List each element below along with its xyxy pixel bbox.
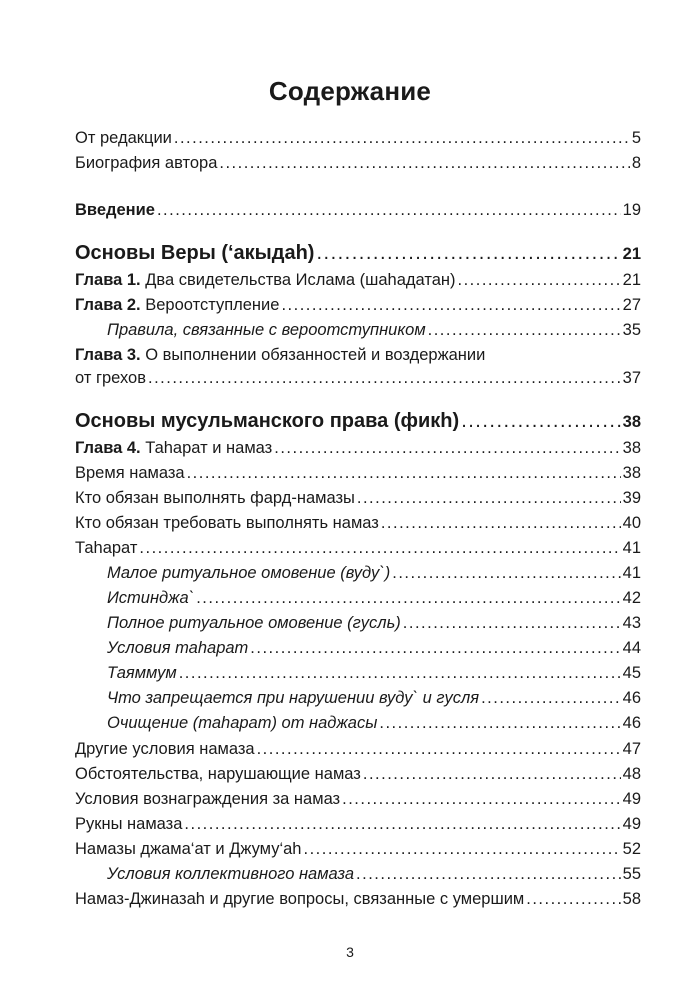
dot-leader: [379, 713, 620, 733]
toc-entry[interactable]: [75, 153, 641, 173]
dot-leader: [157, 200, 621, 220]
toc-entry-introduction[interactable]: [75, 200, 641, 220]
toc-entry[interactable]: [75, 739, 641, 759]
toc-entry[interactable]: [75, 538, 641, 558]
toc-entry-page: 40: [622, 514, 641, 532]
toc-entry-page: 46: [622, 689, 641, 707]
dot-leader: [148, 368, 621, 388]
dot-leader: [363, 764, 621, 784]
toc-entry-page: 48: [622, 765, 641, 783]
toc-entry-page: 8: [631, 154, 641, 172]
chapter-prefix: Глава 3.: [75, 346, 141, 364]
toc-entry[interactable]: [75, 839, 641, 859]
toc-entry-label: Правила, связанные с вероотступником: [107, 321, 426, 339]
dot-leader: [257, 739, 621, 759]
toc-subentry[interactable]: [107, 864, 641, 884]
toc-entry-label: Введение: [75, 201, 155, 219]
toc-entry-label: Рукны намаза: [75, 815, 183, 833]
toc-entry-label: Что запрещается при нарушении вуду` и гусля: [107, 689, 480, 707]
toc-entry[interactable]: [75, 814, 641, 834]
toc-entry-page: 35: [622, 321, 641, 339]
toc-entry[interactable]: [75, 764, 641, 784]
dot-leader: [174, 128, 630, 148]
dot-leader: [179, 663, 621, 683]
toc-entry-label: Биография автора: [75, 154, 218, 172]
chapter-prefix: Глава 2.: [75, 296, 141, 314]
toc-entry-label: Условия коллективного намаза: [107, 865, 355, 883]
dot-leader: [184, 814, 620, 834]
toc-entry-page: 45: [622, 664, 641, 682]
toc-entry-label: Очищение (таhарат) от наджасы: [107, 714, 378, 732]
toc-entry[interactable]: [75, 513, 641, 533]
toc-chapter[interactable]: [75, 438, 641, 458]
toc-entry-page: 21: [622, 271, 641, 289]
toc-entry-page: 49: [622, 790, 641, 808]
toc-entry-page: 46: [622, 714, 641, 732]
toc-entry-page: 5: [631, 129, 641, 147]
toc-entry-page: 37: [622, 369, 641, 387]
toc-entry-page: 38: [622, 413, 641, 431]
dot-leader: [481, 688, 621, 708]
toc-part-label: Основы Веры (‘акыдаh): [75, 242, 315, 264]
dot-leader: [316, 241, 620, 265]
dot-leader: [274, 438, 620, 458]
dot-leader: [381, 513, 621, 533]
dot-leader: [356, 864, 621, 884]
toc-entry[interactable]: [75, 789, 641, 809]
dot-leader: [428, 320, 621, 340]
dot-leader: [458, 270, 621, 290]
toc-part-heading[interactable]: [75, 409, 641, 434]
toc-entry-label: О выполнении обязанностей и воздержании: [145, 346, 486, 364]
toc-subentry[interactable]: [107, 588, 641, 608]
dot-leader: [196, 588, 620, 608]
dot-leader: [219, 153, 629, 173]
toc-chapter-line1[interactable]: [75, 345, 485, 365]
dot-leader: [250, 638, 620, 658]
toc-entry-page: 47: [622, 740, 641, 758]
toc-entry-page: 27: [622, 296, 641, 314]
page-number: 3: [346, 944, 354, 960]
toc-entry-page: 38: [622, 464, 641, 482]
toc-entry-page: 58: [622, 890, 641, 908]
toc-entry-page: 19: [622, 201, 641, 219]
toc-entry-page: 55: [622, 865, 641, 883]
toc-chapter-line2[interactable]: [75, 368, 641, 388]
toc-entry-label: Условия вознаграждения за намаз: [75, 790, 341, 808]
dot-leader: [303, 839, 620, 859]
toc-entry-label-cont: от грехов: [75, 369, 146, 387]
dot-leader: [139, 538, 620, 558]
toc-entry-page: 49: [622, 815, 641, 833]
dot-leader: [526, 889, 620, 909]
toc-entry-label: От редакции: [75, 129, 172, 147]
toc-entry[interactable]: [75, 463, 641, 483]
toc-subentry[interactable]: [107, 563, 641, 583]
dot-leader: [403, 613, 621, 633]
dot-leader: [461, 409, 620, 433]
toc-entry-label: Вероотступление: [145, 296, 280, 314]
toc-entry-page: 44: [622, 639, 641, 657]
toc-entry-label: Таяммум: [107, 664, 177, 682]
toc-entry-page: 41: [622, 564, 641, 582]
toc-entry-page: 52: [622, 840, 641, 858]
toc-entry-page: 42: [622, 589, 641, 607]
toc-entry-label: Намаз-Джиназаh и другие вопросы, связанные с умершим: [75, 890, 525, 908]
toc-part-label: Основы мусульманского права (фикh): [75, 410, 460, 432]
toc-subentry[interactable]: [107, 713, 641, 733]
dot-leader: [187, 463, 621, 483]
toc-entry-page: 38: [622, 439, 641, 457]
toc-entry-label: Обстоятельства, нарушающие намаз: [75, 765, 361, 783]
toc-entry-label: Таhарат: [75, 539, 138, 557]
toc-part-heading[interactable]: [75, 241, 641, 266]
toc-subentry[interactable]: [107, 663, 641, 683]
toc-subentry[interactable]: [107, 638, 641, 658]
toc-chapter[interactable]: [75, 295, 641, 315]
toc-entry-label: Таhарат и намаз: [145, 439, 273, 457]
toc-entry-label: Полное ритуальное омовение (гусль): [107, 614, 401, 632]
toc-entry[interactable]: [75, 128, 641, 148]
toc-entry-label: Кто обязан требовать выполнять намаз: [75, 514, 379, 532]
page-title: Содержание: [268, 76, 432, 106]
chapter-prefix: Глава 4.: [75, 439, 141, 457]
dot-leader: [342, 789, 621, 809]
dot-leader: [357, 488, 621, 508]
dot-leader: [392, 563, 620, 583]
toc-entry-page: 39: [622, 489, 641, 507]
toc-entry-label: Время намаза: [75, 464, 185, 482]
toc-subentry[interactable]: [107, 688, 641, 708]
toc-entry-page: 41: [622, 539, 641, 557]
toc-entry-label: Малое ритуальное омовение (вуду`): [107, 564, 391, 582]
chapter-prefix: Глава 1.: [75, 271, 141, 289]
toc-entry[interactable]: [75, 889, 641, 909]
toc-entry-page: 43: [622, 614, 641, 632]
toc-entry-label: Другие условия намаза: [75, 740, 255, 758]
toc-entry-label: Два свидетельства Ислама (шаhадатан): [145, 271, 456, 289]
toc-subentry[interactable]: [107, 320, 641, 340]
toc-entry-label: Намазы джама‘ат и Джуму‘аh: [75, 840, 302, 858]
toc-subentry[interactable]: [107, 613, 641, 633]
dot-leader: [281, 295, 620, 315]
toc-entry-label: Кто обязан выполнять фард-намазы: [75, 489, 355, 507]
toc-entry-label: Истинджа`: [107, 589, 195, 607]
toc-chapter[interactable]: [75, 270, 641, 290]
toc-entry-page: 21: [622, 245, 641, 263]
toc-entry-label: Условия таhарат: [107, 639, 249, 657]
toc-entry[interactable]: [75, 488, 641, 508]
